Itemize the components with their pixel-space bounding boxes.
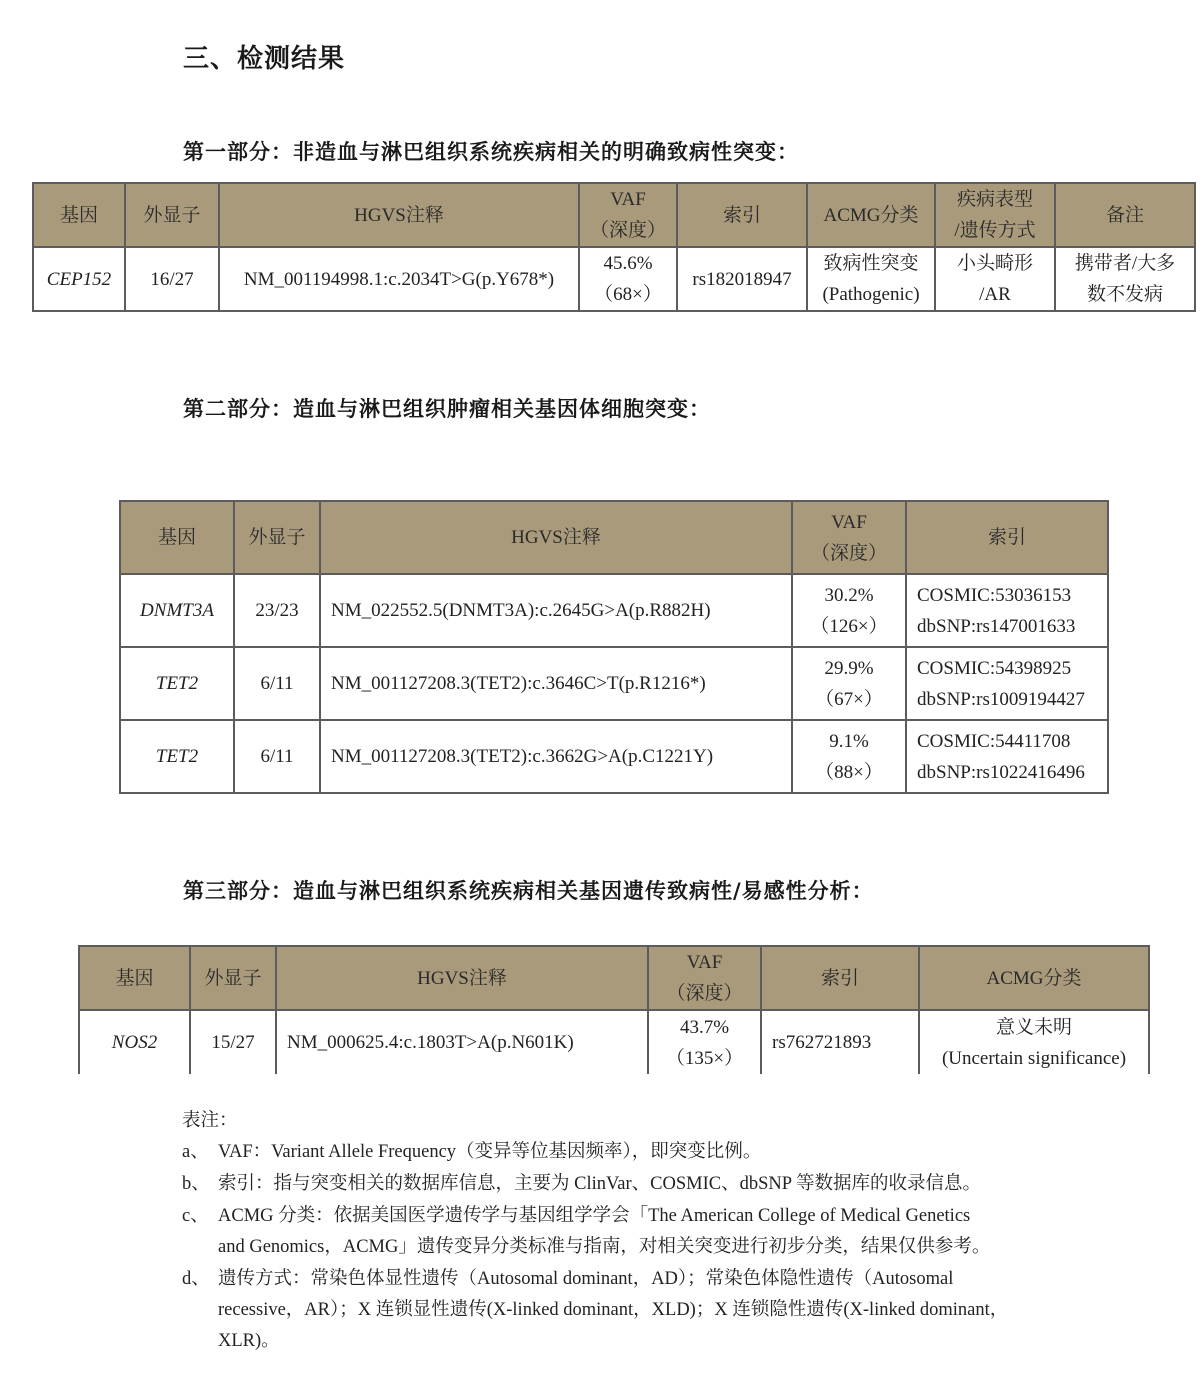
header-ref: 索引 [761,946,919,1010]
header-exon: 外显子 [234,501,320,574]
exon-cell: 15/27 [190,1010,276,1074]
table-row [33,247,1195,311]
header-acmg: ACMG分类 [807,183,935,247]
gene-cell: TET2 [120,720,234,793]
part2-title: 第二部分：造血与淋巴组织肿瘤相关基因体细胞突变： [183,397,711,421]
gene-cell: CEP152 [33,247,125,311]
notes-title: 表注： [182,1111,238,1131]
exon-cell: 16/27 [125,247,219,311]
exon-cell: 23/23 [234,574,320,647]
note-cell: 携带者/大多 数不发病 [1055,247,1195,311]
part2-table [119,500,1109,794]
vaf-cell: 30.2% （126×） [792,574,906,647]
phenotype-cell: 小头畸形 /AR [935,247,1055,311]
exon-cell: 6/11 [234,720,320,793]
header-vaf: VAF （深度） [648,946,761,1010]
part1-title: 第一部分：非造血与淋巴组织系统疾病相关的明确致病性突变： [183,140,799,164]
table-row [120,574,1108,647]
hgvs-cell: NM_022552.5(DNMT3A):c.2645G>A(p.R882H) [320,574,792,647]
header-exon: 外显子 [190,946,276,1010]
ref-cell: COSMIC:53036153 dbSNP:rs147001633 [906,574,1108,647]
vaf-cell: 45.6% （68×） [579,247,677,311]
header-gene: 基因 [33,183,125,247]
header-gene: 基因 [79,946,190,1010]
acmg-cell: 意义未明 (Uncertain significance) [919,1010,1149,1074]
section-title: 三、检测结果 [183,44,346,74]
header-hgvs: HGVS注释 [320,501,792,574]
hgvs-cell: NM_000625.4:c.1803T>A(p.N601K) [276,1010,648,1074]
exon-cell: 6/11 [234,647,320,720]
header-hgvs: HGVS注释 [219,183,579,247]
header-gene: 基因 [120,501,234,574]
ref-cell: COSMIC:54398925 dbSNP:rs1009194427 [906,647,1108,720]
vaf-cell: 9.1% （88×） [792,720,906,793]
header-exon: 外显子 [125,183,219,247]
ref-cell: COSMIC:54411708 dbSNP:rs1022416496 [906,720,1108,793]
part1-table [32,182,1196,312]
header-vaf: VAF （深度） [792,501,906,574]
gene-cell: TET2 [120,647,234,720]
table-row [79,1010,1149,1074]
header-acmg: ACMG分类 [919,946,1149,1010]
gene-cell: NOS2 [79,1010,190,1074]
header-hgvs: HGVS注释 [276,946,648,1010]
hgvs-cell: NM_001127208.3(TET2):c.3646C>T(p.R1216*) [320,647,792,720]
gene-cell: DNMT3A [120,574,234,647]
header-ref: 索引 [906,501,1108,574]
table-row [120,720,1108,793]
table-row [120,647,1108,720]
ref-cell: rs182018947 [677,247,807,311]
ref-cell: rs762721893 [761,1010,919,1074]
header-vaf: VAF （深度） [579,183,677,247]
part3-table [78,945,1150,1074]
header-phenotype: 疾病表型 /遗传方式 [935,183,1055,247]
header-note: 备注 [1055,183,1195,247]
acmg-cell: 致病性突变 (Pathogenic) [807,247,935,311]
hgvs-cell: NM_001127208.3(TET2):c.3662G>A(p.C1221Y) [320,720,792,793]
hgvs-cell: NM_001194998.1:c.2034T>G(p.Y678*) [219,247,579,311]
part3-title: 第三部分：造血与淋巴组织系统疾病相关基因遗传致病性/易感性分析： [183,879,874,903]
vaf-cell: 43.7% （135×） [648,1010,761,1074]
vaf-cell: 29.9% （67×） [792,647,906,720]
header-ref: 索引 [677,183,807,247]
